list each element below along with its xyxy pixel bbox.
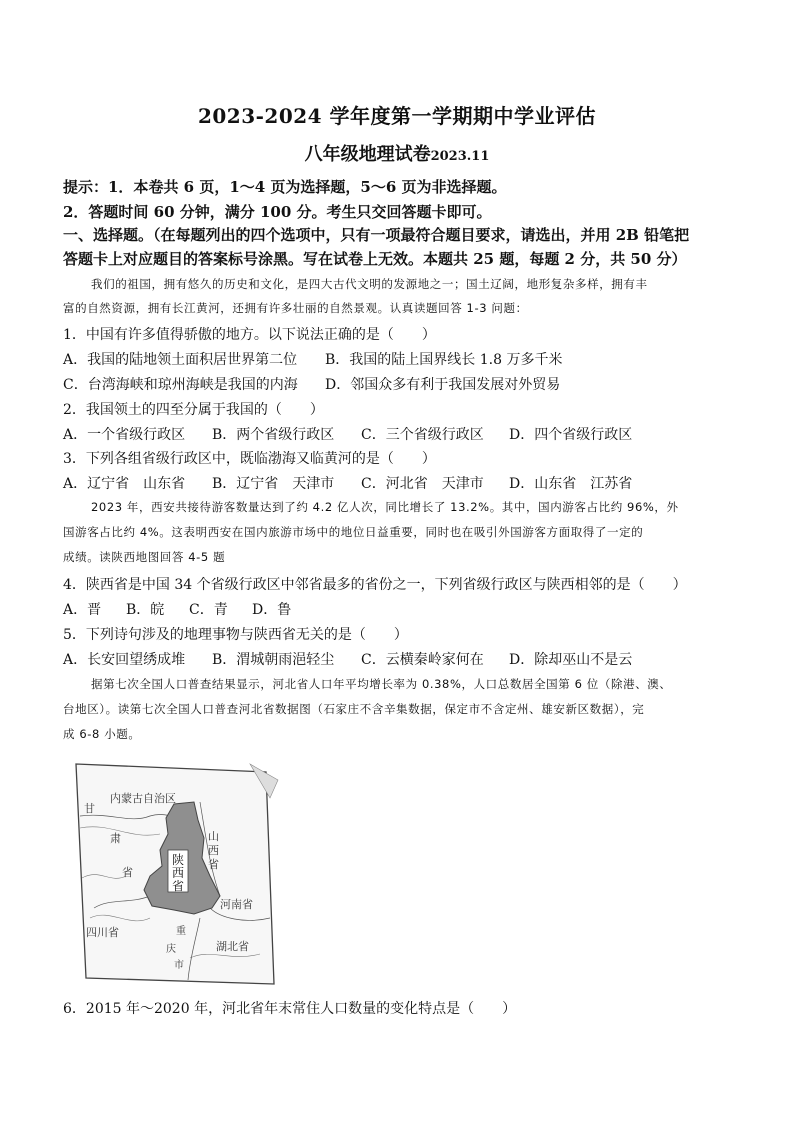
map-label-chongqing-3: 市 (174, 960, 184, 971)
exam-date: 2023.11 (430, 149, 490, 164)
map-label-hubei: 湖北省 (216, 940, 249, 953)
q4-stem: 4．陕西省是中国 34 个省级行政区中邻省最多的省份之一，下列省级行政区与陕西相邻的是（ ） (63, 577, 687, 593)
q5-option-a: A．长安回望绣成堆 (63, 652, 186, 668)
q6-stem: 6．2015 年～2020 年，河北省年末常住人口数量的变化特点是（ ） (63, 1001, 517, 1017)
q2-options (63, 424, 743, 444)
map-label-shaanxi-1: 陕 (172, 853, 185, 867)
q2-option-a: A．一个省级行政区 (63, 427, 186, 443)
q4-option-a: A．晋 (63, 602, 102, 618)
passage1-line-2: 富的自然资源，拥有长江黄河，还拥有许多壮丽的自然景观。认真读题回答 1-3 问题： (63, 301, 528, 315)
q5-option-d: D．除却巫山不是云 (509, 652, 633, 668)
tip-1: 提示：1．本卷共 6 页，1～4 页为选择题，5～6 页为非选择题。 (63, 178, 507, 196)
passage3-line-1: 据第七次全国人口普查结果显示，河北省人口年平均增长率为 0.38%，人口总数居全国第 6 位（除港、澳、 (91, 677, 672, 691)
section-heading-line-1: 一、选择题。（在每题列出的四个选项中，只有一项最符合题目要求，请选出，并用 2B 铅笔把 (63, 226, 690, 244)
shaanxi-map (70, 758, 280, 990)
q4-option-b: B．皖 (126, 602, 165, 618)
q1-stem: 1．中国有许多值得骄傲的地方。以下说法正确的是（ ） (63, 327, 436, 343)
map-label-neimenggu: 内蒙古自治区 (110, 792, 176, 805)
q1-option-d: D．邻国众多有利于我国发展对外贸易 (325, 377, 561, 393)
q3-option-c: C．河北省 天津市 (361, 476, 484, 492)
q1-option-b: B．我国的陆上国界线长 1.8 万多千米 (325, 352, 563, 368)
q1-option-c: C．台湾海峡和琼州海峡是我国的内海 (63, 377, 298, 393)
map-label-shaanxi-3: 省 (172, 879, 185, 893)
q5-option-b: B．渭城朝雨浥轻尘 (212, 652, 335, 668)
q1-options-row-1 (63, 349, 743, 369)
q2-option-c: C．三个省级行政区 (361, 427, 484, 443)
q5-option-c: C．云横秦岭家何在 (361, 652, 484, 668)
map-label-shanxi-3: 省 (208, 858, 219, 871)
map-label-shanxi-2: 西 (208, 844, 219, 857)
q5-stem: 5．下列诗句涉及的地理事物与陕西省无关的是（ ） (63, 627, 408, 643)
passage1-line-1: 我们的祖国，拥有悠久的历史和文化，是四大古代文明的发源地之一；国土辽阔，地形复杂多样，拥有丰 (91, 277, 648, 291)
q4-option-d: D．鲁 (252, 602, 292, 618)
map-label-chongqing-2: 庆 (166, 944, 176, 955)
subtitle-text: 八年级地理试卷 (304, 144, 431, 165)
map-label-chongqing-1: 重 (176, 926, 186, 937)
map-label-henan: 河南省 (220, 898, 253, 911)
passage2-line-1: 2023 年，西安共接待游客数量达到了约 4.2 亿人次，同比增长了 13.2%。其中，国内游客占比约 96%，外 (91, 500, 679, 514)
q2-stem: 2．我国领土的四至分属于我国的（ ） (63, 402, 324, 418)
passage2-line-2: 国游客占比约 4%。这表明西安在国内旅游市场中的地位日益重要，同时也在吸引外国游客方面取得了一定的 (63, 525, 644, 539)
tip-2: 2．答题时间 60 分钟，满分 100 分。考生只交回答题卡即可。 (63, 203, 492, 221)
map-label-shanxi-1: 山 (208, 830, 219, 843)
q3-stem: 3．下列各组省级行政区中，既临渤海又临黄河的是（ ） (63, 451, 436, 467)
exam-subtitle (0, 140, 794, 166)
q5-options (63, 649, 743, 669)
exam-title: 2023-2024 学年度第一学期期中学业评估 (197, 104, 597, 128)
passage2-line-3: 成绩。读陕西地图回答 4-5 题 (63, 550, 226, 564)
map-label-shaanxi-2: 西 (172, 866, 185, 880)
q4-options (63, 599, 743, 619)
q2-option-b: B．两个省级行政区 (212, 427, 335, 443)
q2-option-d: D．四个省级行政区 (509, 427, 633, 443)
q3-options (63, 473, 743, 493)
q4-option-c: C．青 (189, 602, 228, 618)
passage3-line-3: 成 6-8 小题。 (63, 727, 141, 741)
map-label-sichuan: 四川省 (86, 926, 119, 939)
q3-option-b: B．辽宁省 天津市 (212, 476, 335, 492)
q1-option-a: A．我国的陆地领土面积居世界第二位 (63, 352, 298, 368)
map-label-gansu-2: 肃 (110, 832, 121, 845)
q3-option-d: D．山东省 江苏省 (509, 476, 633, 492)
q3-option-a: A．辽宁省 山东省 (63, 476, 186, 492)
map-label-gansu-3: 省 (122, 866, 133, 879)
map-label-gansu-1: 甘 (84, 802, 95, 815)
section-heading-line-2: 答题卡上对应题目的答案标号涂黑。写在试卷上无效。本题共 25 题，每题 2 分，共 50 分） (63, 250, 687, 268)
passage3-line-2: 台地区）。读第七次全国人口普查河北省数据图（石家庄不含辛集数据，保定市不含定州、雄安新区数据），完 (63, 702, 645, 716)
q1-options-row-2 (63, 374, 743, 394)
